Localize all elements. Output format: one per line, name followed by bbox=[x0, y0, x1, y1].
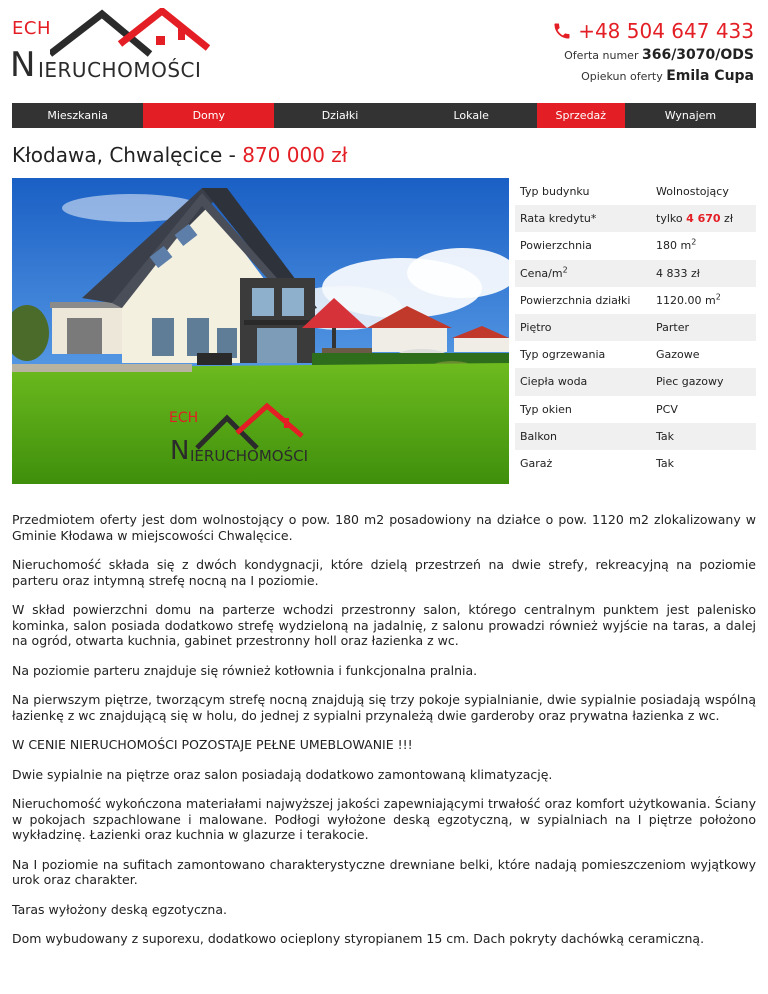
nav-item-domy[interactable]: Domy bbox=[143, 103, 274, 128]
description-paragraph: W CENIE NIERUCHOMOŚCI POZOSTAJE PEŁNE UMEBLOWANIE !!! bbox=[12, 737, 413, 752]
watermark-ech: ECH bbox=[169, 410, 199, 426]
detail-value: Tak bbox=[656, 429, 675, 443]
detail-value bbox=[656, 294, 756, 307]
detail-value: Gazowe bbox=[656, 348, 700, 362]
page-header bbox=[0, 0, 768, 100]
description-paragraph: Dom wybudowany z suporexu, dodatkowo ocieplony styropianem 15 cm. Dach pokryty dachówką ceramiczną. bbox=[12, 931, 705, 946]
nav-item-lokale[interactable]: Lokale bbox=[453, 109, 489, 122]
agent-name: Emila Cupa bbox=[666, 68, 754, 84]
detail-row bbox=[515, 423, 756, 450]
detail-value: Piec gazowy bbox=[656, 375, 724, 389]
detail-label: Garaż bbox=[520, 456, 553, 470]
main-nav bbox=[12, 103, 756, 128]
logo-ech-text: ECH bbox=[12, 18, 51, 39]
detail-row bbox=[515, 205, 756, 232]
detail-row bbox=[515, 314, 756, 341]
listing-title bbox=[12, 142, 347, 168]
house-roof-icon bbox=[50, 8, 210, 58]
offer-number: 366/3070/ODS bbox=[641, 47, 754, 63]
agent-line bbox=[552, 67, 754, 86]
detail-row bbox=[515, 396, 756, 423]
phone-text: +48 504 647 433 bbox=[578, 19, 754, 43]
offer-label: Oferta numer bbox=[564, 49, 639, 62]
price-per-m-sup: 2 bbox=[562, 265, 568, 274]
detail-label: Typ ogrzewania bbox=[520, 348, 606, 362]
price-per-m-label: Cena/m bbox=[520, 266, 563, 280]
nav-item-wynajem[interactable]: Wynajem bbox=[664, 109, 717, 122]
detail-label: Rata kredytu* bbox=[520, 212, 597, 226]
area-value: 180 m bbox=[656, 239, 692, 253]
details-table bbox=[515, 178, 756, 477]
detail-row bbox=[515, 232, 756, 259]
detail-row bbox=[515, 450, 756, 477]
phone-icon bbox=[552, 21, 572, 41]
plot-area-sup: 2 bbox=[715, 292, 721, 302]
phone-number[interactable] bbox=[552, 18, 754, 44]
watermark-n: N bbox=[170, 436, 190, 466]
detail-row bbox=[515, 368, 756, 395]
description-paragraph: Na pierwszym piętrze, tworzącym strefę nocną znajdują się trzy pokoje sypialnianie, dwie sypialnie posiadają wspólną łazienkę z wc znajdującą się w holu, do jednej z sypialni przynależą dwie garderoby oraz prywatna łazienka z wc. bbox=[12, 692, 756, 723]
detail-value: Parter bbox=[656, 321, 690, 335]
detail-label: Balkon bbox=[520, 429, 558, 443]
detail-row bbox=[515, 260, 756, 287]
detail-value bbox=[656, 212, 756, 225]
description-paragraph: Nieruchomość wykończona materiałami najwyższej jakości zapewniającymi trwałość oraz komfort użytkowania. Ściany w pokojach szpachlowane i malowane. Podłogi wyłożone deską egzotyczną, w sypialniach na I piętrze położono wykładzinę. Łazienki oraz kuchnia w glazurze i terakocie. bbox=[12, 796, 756, 842]
rate-suffix: zł bbox=[720, 212, 733, 226]
watermark-name: IERUCHOMOŚCI bbox=[190, 447, 309, 465]
nav-item-dzialki[interactable]: Działki bbox=[321, 109, 359, 122]
area-unit-sup: 2 bbox=[691, 237, 697, 247]
rate-prefix: tylko bbox=[656, 212, 687, 226]
rate-amount: 4 670 bbox=[686, 212, 721, 226]
detail-row bbox=[515, 178, 756, 205]
description-paragraph: Taras wyłożony deską egzotyczna. bbox=[12, 901, 227, 917]
detail-label bbox=[515, 267, 656, 280]
house-photo-illustration bbox=[12, 178, 509, 484]
company-logo[interactable] bbox=[10, 8, 205, 85]
detail-label: Powierzchnia bbox=[520, 239, 592, 253]
detail-label: Powierzchnia działki bbox=[520, 293, 631, 307]
detail-value: PCV bbox=[656, 402, 678, 416]
nav-item-sprzedaz[interactable]: Sprzedaż bbox=[537, 103, 625, 128]
listing-price: 870 000 zł bbox=[242, 143, 348, 167]
detail-label: Typ okien bbox=[520, 402, 572, 416]
listing-description bbox=[12, 512, 756, 961]
description-paragraph: Nieruchomość składa się z dwóch kondygnacji, które dzielą przestrzeń na dwie strefy, rekreacyjną na poziomie parteru oraz intymną strefę nocną na I poziomie. bbox=[12, 557, 756, 588]
detail-label: Typ budynku bbox=[520, 185, 590, 199]
description-paragraph: W skład powierzchni domu na parterze wchodzi przestronny salon, którego centralnym punktem jest palenisko kominka, salon posiada dodatkowo strefę wydzieloną na jadalnię, z salonu prowadzi również wyjście na taras, a dalej na ogród, otwarta kuchnia, gabinet przestronny holl oraz łazienka z wc. bbox=[12, 602, 756, 648]
detail-label: Piętro bbox=[520, 321, 552, 335]
detail-value bbox=[656, 239, 756, 252]
listing-photo[interactable] bbox=[12, 178, 509, 484]
logo-n-letter: N bbox=[10, 45, 36, 85]
agent-label: Opiekun oferty bbox=[581, 70, 663, 83]
detail-value: Tak bbox=[656, 456, 675, 470]
description-paragraph: Przedmiotem oferty jest dom wolnostojący o pow. 180 m2 posadowiony na działce o pow. 1120 m2 zlokalizowany w Gminie Kłodawa w miejscowości Chwalęcice. bbox=[12, 512, 756, 543]
description-paragraph: Dwie sypialnie na piętrze oraz salon posiadają dodatkowo zamontowaną klimatyzację. bbox=[12, 766, 553, 782]
nav-item-mieszkania[interactable]: Mieszkania bbox=[47, 109, 108, 122]
offer-number-line bbox=[552, 46, 754, 65]
contact-box bbox=[552, 18, 754, 86]
logo-name-text: IERUCHOMOŚCI bbox=[38, 58, 202, 82]
plot-area-value: 1120.00 m bbox=[656, 293, 716, 307]
detail-value: Wolnostojący bbox=[656, 185, 729, 199]
detail-value: 4 833 zł bbox=[656, 266, 700, 280]
listing-location: Kłodawa, Chwalęcice - bbox=[12, 143, 243, 167]
description-paragraph: Na poziomie parteru znajduje się również kotłownia i funkcjonalna pralnia. bbox=[12, 662, 478, 678]
detail-row bbox=[515, 341, 756, 368]
detail-row bbox=[515, 287, 756, 314]
description-paragraph: Na I poziomie na sufitach zamontowano charakterystyczne drewniane belki, które nadają pomieszczeniom wyjątkowy urok oraz charakter. bbox=[12, 856, 756, 887]
detail-label: Ciepła woda bbox=[520, 375, 588, 389]
